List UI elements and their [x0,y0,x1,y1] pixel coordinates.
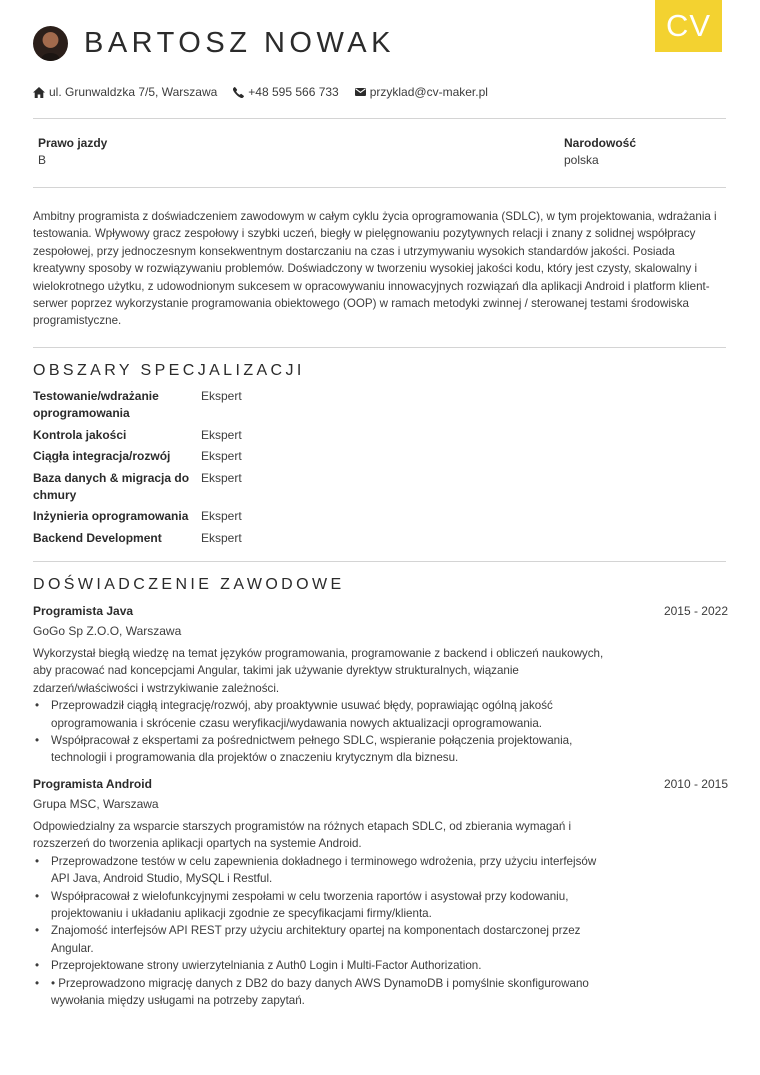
job-bullets [33,853,613,1010]
divider [33,561,726,562]
skill-name: Backend Development [33,530,162,545]
job-dates: 2010 - 2015 [663,777,728,791]
contact-email [355,85,488,99]
skill-row [33,470,333,505]
skills-list [33,388,333,551]
job-bullets [33,697,613,767]
job-bullet: • • Przeprowadzono migrację danych z DB2 do bazy danych AWS DynamoDB i pomyślnie skonfigurowano wywołania między usługami na potrzeby zapytań. [33,975,613,1010]
job-description: Wykorzystał biegłą wiedzę na temat języków programowania, programowanie z backend i obliczeń naukowych, aby pracować nad koncepcjami Angular, takimi jak używanie dyrektyw strukturalnych, wiązanie zdarzeń/właściwości i wstrzykiwanie zależności. [33,647,604,695]
contact-address [33,85,217,99]
candidate-name: BARTOSZ NOWAK [84,26,395,59]
skill-level: Ekspert [201,509,242,524]
cv-badge: CV [655,0,722,52]
skill-level: Ekspert [201,530,242,545]
skill-row [33,427,333,444]
envelope-icon [355,88,366,96]
skill-name: Kontrola jakości [33,427,127,442]
contact-email-text: przyklad@cv-maker.pl [369,85,488,99]
divider [33,187,726,188]
contact-bar [33,85,504,99]
experience-section-title: DOŚWIADCZENIE ZAWODOWE [33,576,345,593]
job-bullet: • Przeprowadzone testów w celu zapewnienia dokładnego i terminowego wdrożenia, przy użyciu interfejsów API Java, Android Studio, MySQL i Restful. [33,853,613,888]
phone-icon [233,87,244,98]
job-bullet: • Współpracował z ekspertami za pośrednictwem pełnego SDLC, wspieranie połączenia projektowania, technologii i programowania dla projektów o znaczeniu krytycznym dla biznesu. [33,732,613,767]
contact-phone-text: +48 595 566 733 [248,85,339,99]
skill-level: Ekspert [201,427,242,442]
nationality-label: Narodowość [564,136,637,150]
professional-summary: Ambitny programista z doświadczeniem zawodowym w całym cyklu życia oprogramowania (SDLC), w tym projektowania, wdrażania i testowania. Wpływowy gracz zespołowy i szybki uczeń, biegły w pielęgnowaniu pozytywnych relacji i znany z solidnej współpracy zespołowej, przy jednoczesnym konsekwentnym dostarczaniu na czas i utrzymywaniu wysokich standardów jakości. Posiada kreatywny sposoby w rozwiązywaniu problemów. Doświadczony w tworzeniu wysokiej jakości kodu, który jest czysty, skalowalny i wielokrotnego użytku, z udowodnionym sukcesem w opracowywaniu innowacyjnych rozwiązań dla aplikacji Android i platform klient-serwer poprzez wykorzystanie programowania obiektowego (OOP) w ramach metodyki zwinnej / sterowanej testami środowiska programistyczne. [33,210,717,328]
skill-level: Ekspert [201,470,242,485]
license-value: B [38,153,47,167]
skill-row [33,388,333,423]
job-dates: 2015 - 2022 [663,604,728,618]
skill-row [33,448,333,465]
job-company: Grupa MSC, Warszawa [33,797,159,811]
skill-level: Ekspert [201,449,242,464]
job-company: GoGo Sp Z.O.O, Warszawa [33,624,182,638]
divider [33,347,726,348]
header [33,25,395,61]
nationality-value: polska [564,153,599,167]
license-label: Prawo jazdy [38,136,108,150]
skill-row [33,508,333,525]
contact-address-text: ul. Grunwaldzka 7/5, Warszawa [49,85,218,99]
divider [33,118,726,119]
contact-phone [233,85,338,99]
job-bullet: • Przeprowadził ciągłą integrację/rozwój, aby proaktywnie usuwać błędy, poprawiając ogólną jakość oprogramowania i skrócenie czasu weryfikacji/wydawania nowych aktualizacji oprogramowania. [33,697,613,732]
job-bullet: • Znajomość interfejsów API REST przy użyciu architektury opartej na komponentach dostarczonej przez Angular. [33,922,613,957]
job-entry [33,776,728,1009]
job-bullet: • Przeprojektowane strony uwierzytelniania z Auth0 Login i Multi-Factor Authorization. [33,957,613,974]
home-icon [33,87,45,98]
skills-section-title: OBSZARY SPECJALIZACJI [33,362,305,379]
skill-name: Ciągła integracja/rozwój [33,449,171,464]
skill-level: Ekspert [201,389,242,403]
job-bullet: • Współpracował z wielofunkcyjnymi zespołami w celu tworzenia raportów i asystował przy kodowaniu, projektowaniu i układaniu aplikacji zgodnie ze specyfikacjami firmy/klienta. [33,888,613,923]
job-description: Odpowiedzialny za wsparcie starszych programistów na różnych etapach SDLC, od zbierania wymagań i rozszerzeń do tworzenia aplikacji opartych na systemie Android. [33,820,572,851]
job-title: Programista Android [33,777,152,791]
avatar [33,26,68,61]
skill-name: Inżynieria oprogramowania [33,509,189,524]
skill-name: Testowanie/wdrażanie oprogramowania [33,389,159,421]
skill-row [33,530,333,547]
job-title: Programista Java [33,604,134,618]
skill-name: Baza danych & migracja do chmury [33,470,190,503]
job-entry [33,603,728,767]
